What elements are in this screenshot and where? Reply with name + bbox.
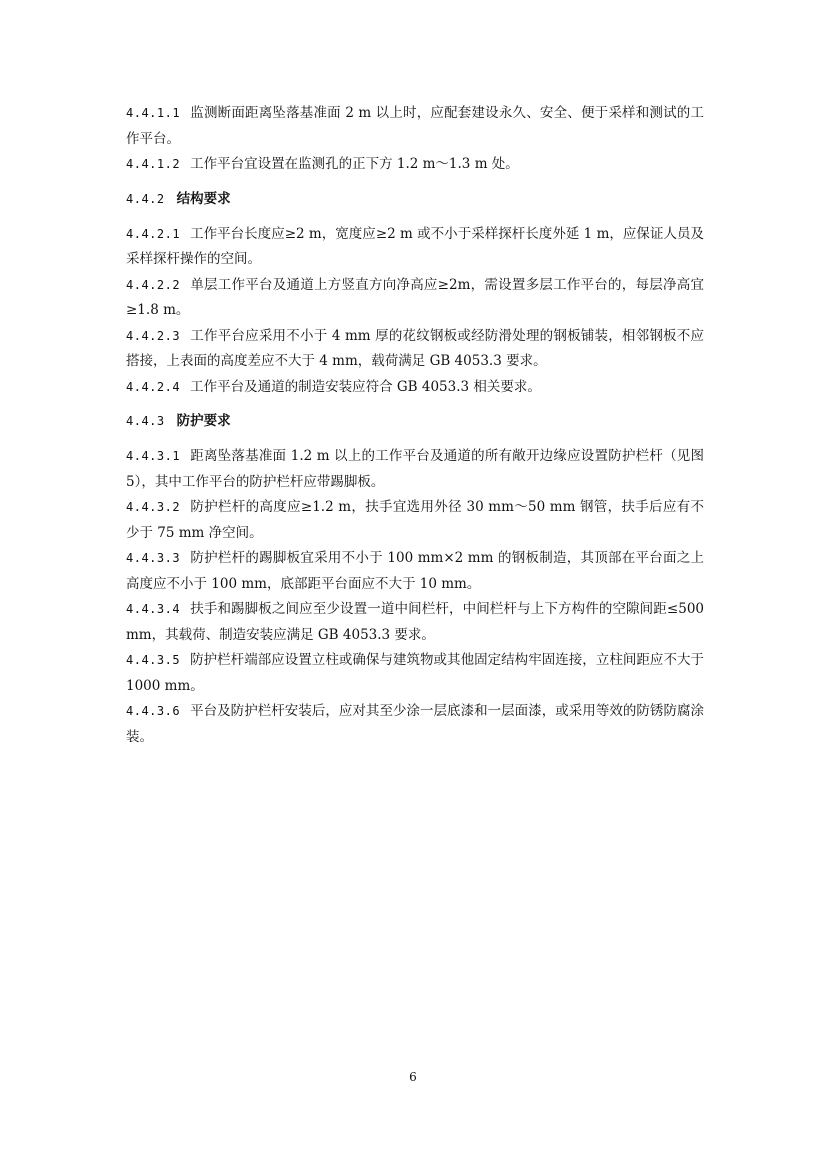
clause-text: 工作平台及通道的制造安装应符合 GB 4053.3 相关要求。 xyxy=(190,378,541,395)
clause-4-4-2-2 xyxy=(126,273,704,324)
clause-text: 单层工作平台及通道上方竖直方向净高应≥2m，需设置多层工作平台的，每层净高宜≥1.8 m。 xyxy=(126,276,704,318)
clause-4-4-1-2 xyxy=(126,152,704,178)
clause-text: 防护栏杆端部应设置立柱或确保与建筑物或其他固定结构牢固连接，立柱间距应不大于 1000 mm。 xyxy=(126,652,704,694)
clause-4-4-3-6 xyxy=(126,699,704,750)
clause-text: 工作平台应采用不小于 4 mm 厚的花纹钢板或经防滑处理的钢板铺装，相邻钢板不应搭接，上表面的高度差应不大于 4 mm，载荷满足 GB 4053.3 要求。 xyxy=(126,327,704,369)
clause-number: 4.4.3.4 xyxy=(126,602,181,616)
clause-number: 4.4.3.2 xyxy=(126,500,181,514)
clause-number: 4.4.2.1 xyxy=(126,226,181,241)
document-body xyxy=(126,101,704,750)
clause-number: 4.4.3.1 xyxy=(126,449,181,463)
clause-number: 4.4.2.4 xyxy=(126,379,181,394)
clause-4-4-2-4 xyxy=(126,375,704,401)
clause-text: 监测断面距离坠落基准面 2 m 以上时，应配套建设永久、安全、便于采样和测试的工作平台。 xyxy=(126,105,704,147)
clause-text: 平台及防护栏杆安装后，应对其至少涂一层底漆和一层面漆，或采用等效的防锈防腐涂装。 xyxy=(126,703,704,745)
section-title: 结构要求 xyxy=(176,190,231,207)
clause-4-4-3-5 xyxy=(126,648,704,699)
clause-text: 工作平台长度应≥2 m，宽度应≥2 m 或不小于采样探杆长度外延 1 m，应保证人员及采样探杆操作的空间。 xyxy=(126,225,704,267)
clause-number: 4.4.3.6 xyxy=(126,704,181,718)
clause-text: 扶手和踢脚板之间应至少设置一道中间栏杆，中间栏杆与上下方构件的空隙间距≤500 mm，其载荷、制造安装应满足 GB 4053.3 要求。 xyxy=(126,601,704,643)
clause-number: 4.4.1.2 xyxy=(126,157,181,171)
section-number: 4.4.3 xyxy=(126,414,165,428)
clause-text: 距离坠落基准面 1.2 m 以上的工作平台及通道的所有敞开边缘应设置防护栏杆（见图 5），其中工作平台的防护栏杆应带踢脚板。 xyxy=(126,448,704,490)
section-heading-4-4-3 xyxy=(126,409,704,434)
clause-4-4-3-1 xyxy=(126,444,704,495)
page-number: 6 xyxy=(409,1070,417,1084)
clause-number: 4.4.2.3 xyxy=(126,328,181,343)
clause-number: 4.4.2.2 xyxy=(126,277,181,292)
clause-number: 4.4.3.5 xyxy=(126,653,181,667)
clause-number: 4.4.1.1 xyxy=(126,106,181,120)
clause-4-4-3-2 xyxy=(126,495,704,546)
clause-text: 工作平台宜设置在监测孔的正下方 1.2 m～1.3 m 处。 xyxy=(190,156,519,172)
clause-4-4-3-4 xyxy=(126,597,704,648)
clause-number: 4.4.3.3 xyxy=(126,551,181,565)
clause-text: 防护栏杆的高度应≥1.2 m，扶手宜选用外径 30 mm～50 mm 钢管，扶手后应有不少于 75 mm 净空间。 xyxy=(126,499,704,541)
clause-4-4-1-1 xyxy=(126,101,704,152)
section-heading-4-4-2 xyxy=(126,187,704,212)
clause-4-4-2-1 xyxy=(126,222,704,273)
section-number: 4.4.2 xyxy=(126,191,165,206)
clause-4-4-2-3 xyxy=(126,324,704,375)
clause-text: 防护栏杆的踢脚板宜采用不小于 100 mm×2 mm 的钢板制造，其顶部在平台面之上高度应不小于 100 mm，底部距平台面应不大于 10 mm。 xyxy=(126,550,704,592)
section-title: 防护要求 xyxy=(176,413,231,429)
clause-4-4-3-3 xyxy=(126,546,704,597)
